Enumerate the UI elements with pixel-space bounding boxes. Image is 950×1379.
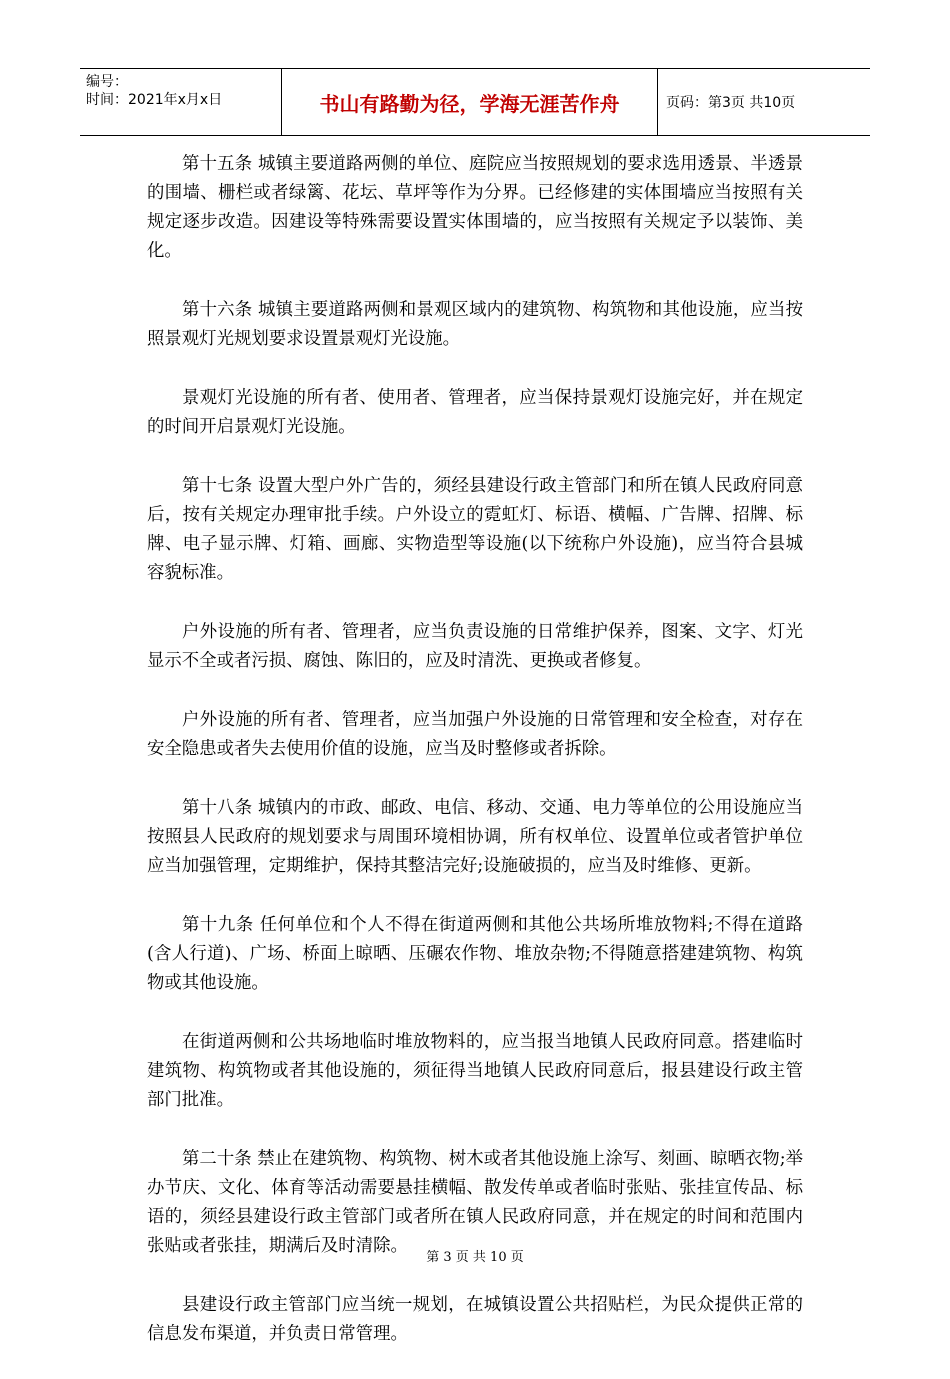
- page-footer: 第 3 页 共 10 页: [426, 1250, 524, 1265]
- page-header: [80, 68, 870, 136]
- paragraph: 第十七条 设置大型户外广告的，须经县建设行政主管部门和所在镇人民政府同意后，按有关规定办理审批手续。户外设立的霓虹灯、标语、横幅、广告牌、招牌、标牌、电子显示牌、灯箱、画廊、实物造型等设施(以下统称户外设施)，应当符合县城容貌标准。: [147, 476, 803, 583]
- paragraph: 第二十条 禁止在建筑物、构筑物、树木或者其他设施上涂写、刻画、晾晒衣物;举办节庆、文化、体育等活动需要悬挂横幅、散发传单或者临时张贴、张挂宣传品、标语的，须经县建设行政主管部门或者所在镇人民政府同意，并在规定的时间和范围内张贴或者张挂，期满后及时清除。: [147, 1149, 803, 1256]
- document-body: [147, 150, 803, 1379]
- paragraph: 第十六条 城镇主要道路两侧和景观区域内的建筑物、构筑物和其他设施，应当按照景观灯光规划要求设置景观灯光设施。: [147, 300, 803, 349]
- paragraph: 第十九条 任何单位和个人不得在街道两侧和其他公共场所堆放物料;不得在道路(含人行道)、广场、桥面上晾晒、压碾农作物、堆放杂物;不得随意搭建建筑物、构筑物或其他设施。: [147, 915, 803, 993]
- header-meta: [80, 69, 282, 135]
- paragraph: 第十八条 城镇内的市政、邮政、电信、移动、交通、电力等单位的公用设施应当按照县人民政府的规划要求与周围环境相协调，所有权单位、设置单位或者管护单位应当加强管理，定期维护，保持其整洁完好;设施破损的，应当及时维修、更新。: [147, 798, 803, 876]
- header-motto: 书山有路勤为径，学海无涯苦作舟: [282, 69, 658, 135]
- paragraph: 景观灯光设施的所有者、使用者、管理者，应当保持景观灯设施完好，并在规定的时间开启景观灯光设施。: [147, 388, 803, 437]
- header-page-info: 页码：第3页 共10页: [666, 95, 796, 111]
- paragraph: 在街道两侧和公共场地临时堆放物料的，应当报当地镇人民政府同意。搭建临时建筑物、构筑物或者其他设施的，须征得当地镇人民政府同意后，报县建设行政主管部门批准。: [147, 1032, 803, 1110]
- paragraph: 户外设施的所有者、管理者，应当加强户外设施的日常管理和安全检查，对存在安全隐患或者失去使用价值的设施，应当及时整修或者拆除。: [147, 710, 803, 759]
- serial-label: 编号：: [86, 74, 128, 90]
- paragraph: 县建设行政主管部门应当统一规划，在城镇设置公共招贴栏，为民众提供正常的信息发布渠道，并负责日常管理。: [147, 1295, 803, 1344]
- paragraph: 第十五条 城镇主要道路两侧的单位、庭院应当按照规划的要求选用透景、半透景的围墙、栅栏或者绿篱、花坛、草坪等作为分界。已经修建的实体围墙应当按照有关规定逐步改造。因建设等特殊需要设置实体围墙的，应当按照有关规定予以装饰、美化。: [147, 154, 803, 261]
- date-label: 时间：2021年x月x日: [86, 92, 223, 108]
- paragraph: 户外设施的所有者、管理者，应当负责设施的日常维护保养，图案、文字、灯光显示不全或者污损、腐蚀、陈旧的，应及时清洗、更换或者修复。: [147, 622, 803, 671]
